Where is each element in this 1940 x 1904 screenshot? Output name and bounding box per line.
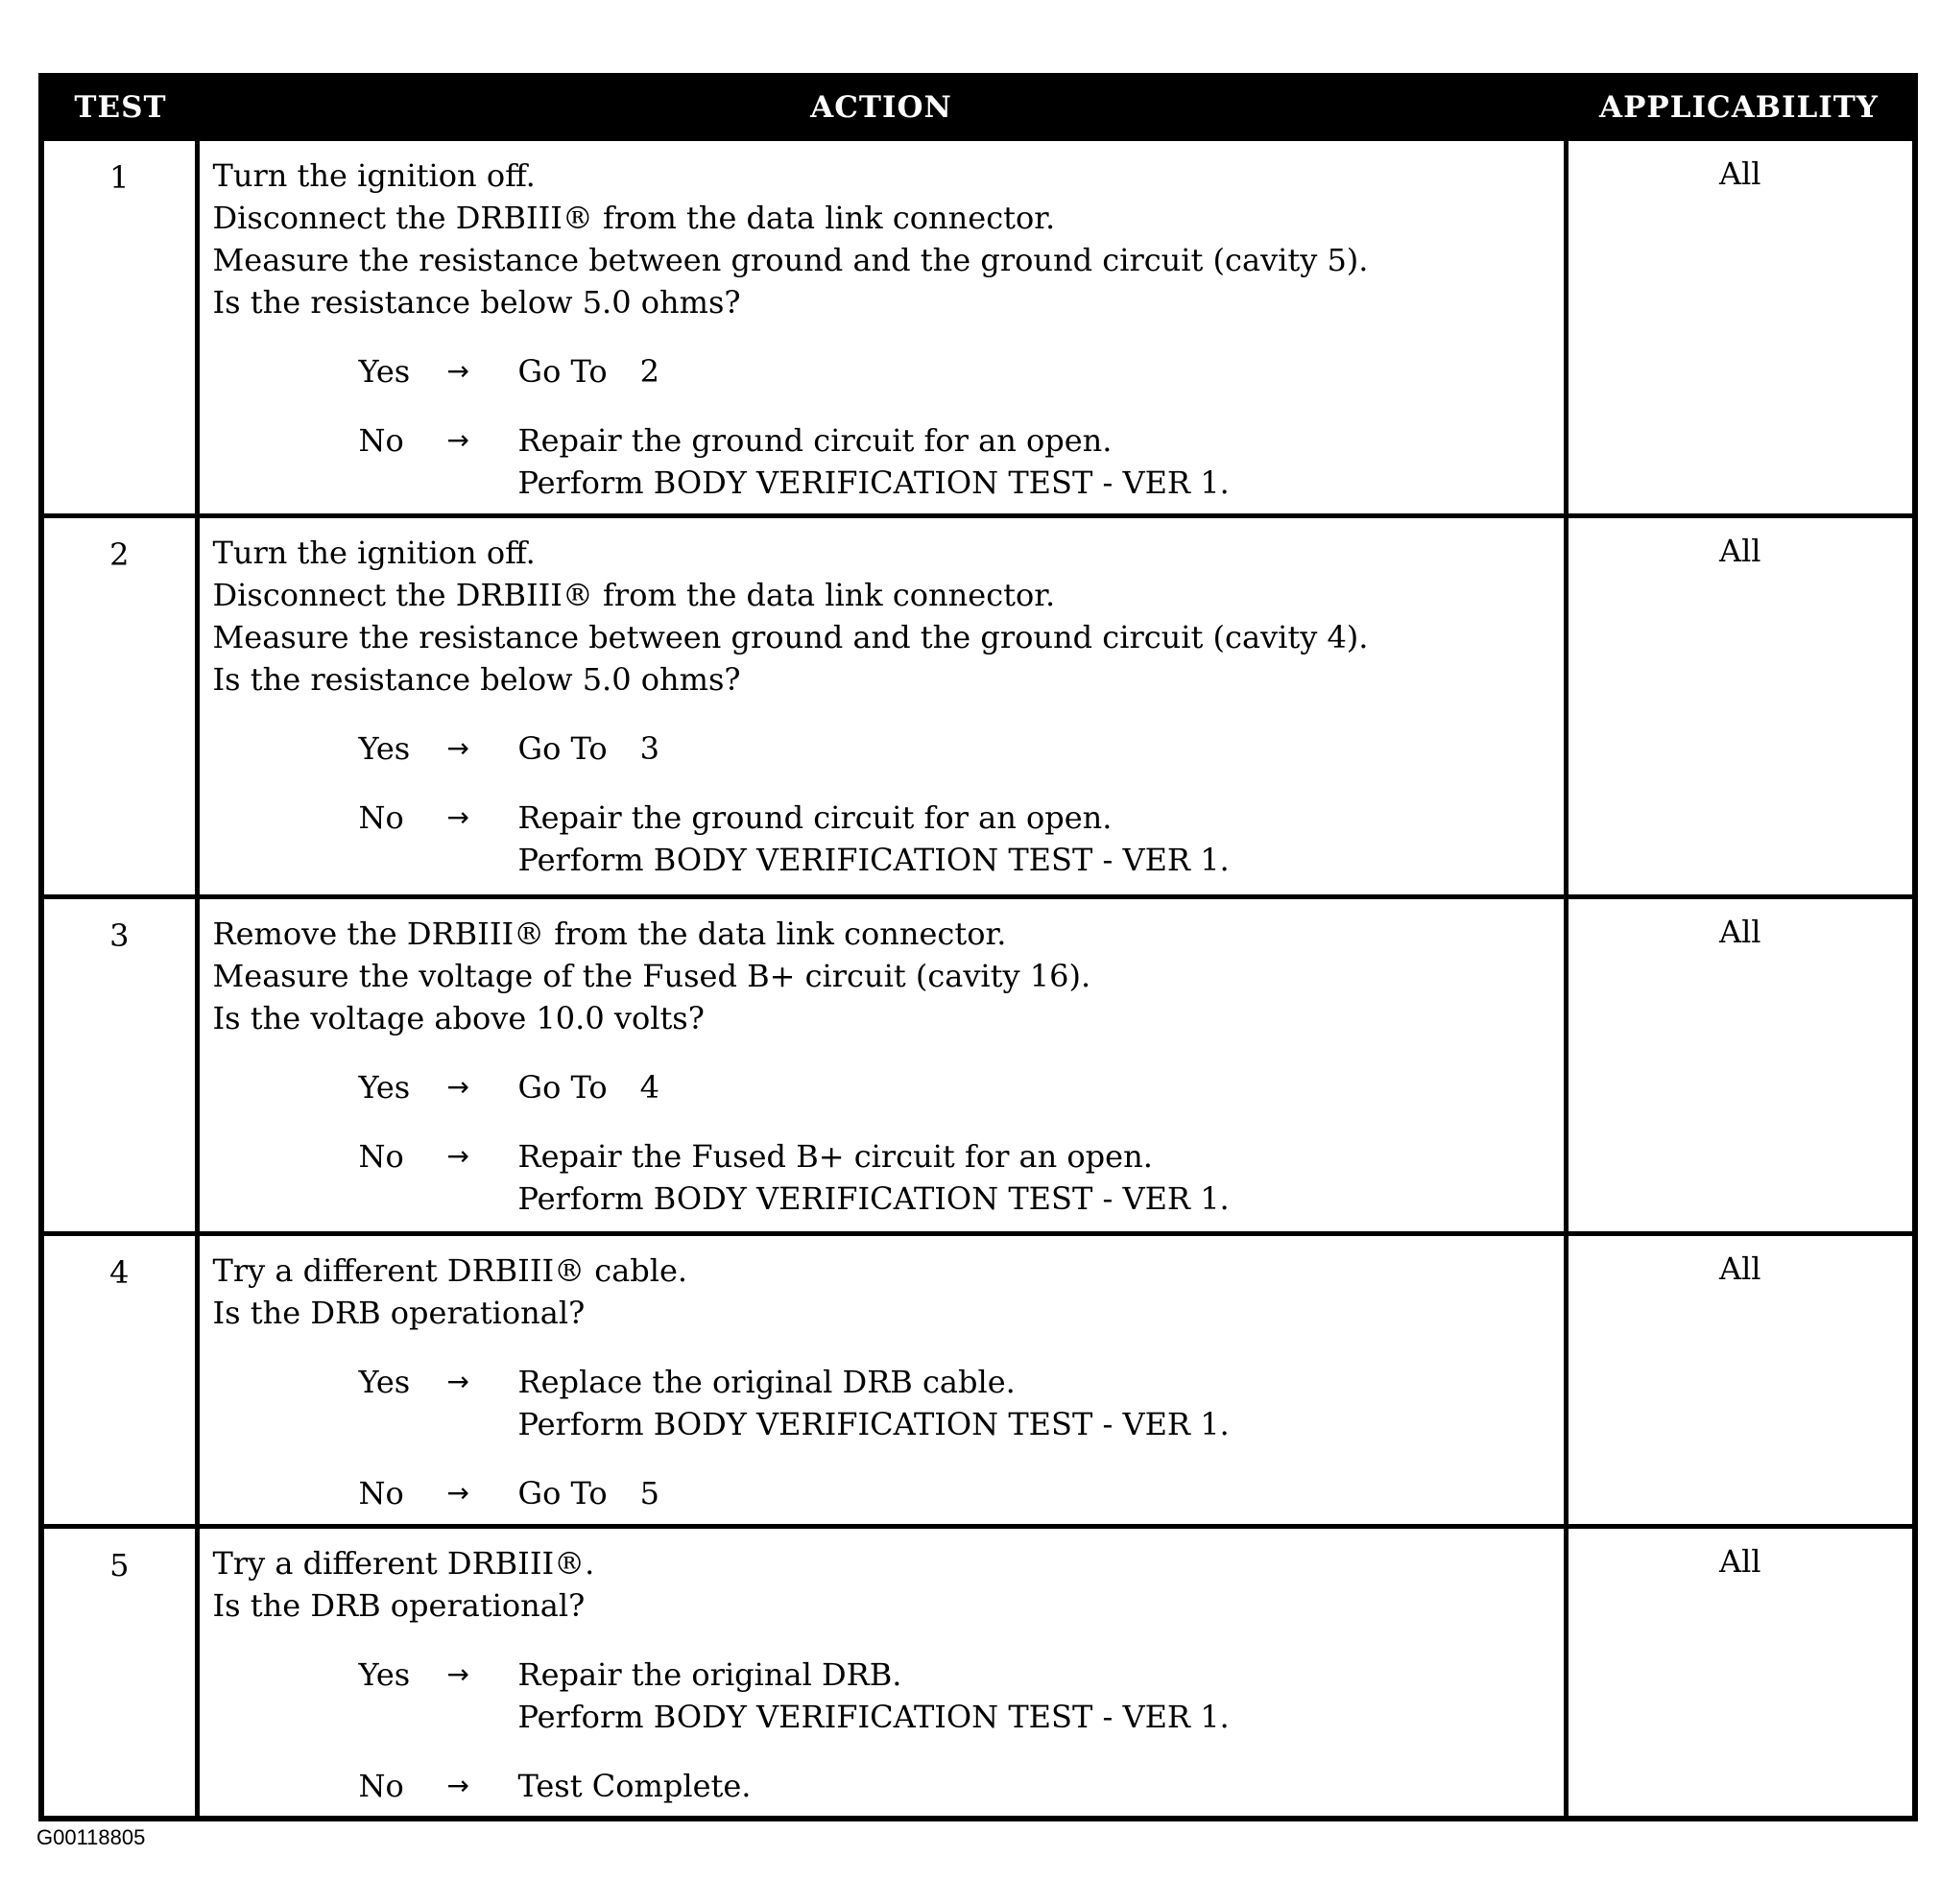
yes-outcome — [213, 1654, 1552, 1738]
yes-result-line — [518, 1654, 1552, 1696]
yes-result-followup: Perform BODY VERIFICATION TEST - VER 1. — [517, 1406, 1230, 1442]
action-cell — [197, 139, 1566, 516]
arrow-icon: → — [446, 1366, 469, 1397]
yes-result-text: Replace the original DRB cable. — [517, 1364, 1016, 1400]
test-number: 2 — [41, 516, 197, 897]
action-step: Turn the ignition off. — [212, 535, 536, 571]
action-step: Disconnect the DRBIII® from the data link connector. — [212, 577, 1056, 613]
no-label: No — [358, 422, 404, 459]
yes-result-text: Go To — [517, 353, 608, 390]
yes-label: Yes — [358, 1364, 411, 1400]
no-outcome — [213, 1472, 1552, 1514]
no-result-line — [518, 1472, 1552, 1514]
arrow-icon: → — [446, 801, 469, 833]
no-result — [518, 1765, 1552, 1807]
arrow-icon: → — [446, 1658, 469, 1690]
header-applicability: APPLICABILITY — [1566, 76, 1915, 139]
no-label: No — [358, 1475, 404, 1511]
no-result-text: Test Complete. — [517, 1768, 752, 1804]
no-label: No — [358, 1138, 404, 1175]
applicability-cell: All — [1566, 1527, 1915, 1819]
test-number: 4 — [41, 1234, 197, 1527]
yes-outcome — [213, 727, 1552, 770]
no-result — [518, 1135, 1552, 1220]
action-step: Measure the voltage of the Fused B+ circuit (cavity 16). — [212, 958, 1091, 994]
yes-label: Yes — [358, 730, 411, 767]
no-result-text: Repair the ground circuit for an open. — [517, 422, 1113, 459]
yes-result — [518, 1066, 1552, 1108]
action-step: Remove the DRBIII® from the data link connector. — [212, 916, 1007, 952]
arrow-icon: → — [446, 355, 469, 387]
action-step: Is the voltage above 10.0 volts? — [212, 1000, 705, 1036]
no-result — [518, 1472, 1552, 1514]
table-body — [41, 139, 1915, 1819]
no-result-line — [518, 1135, 1552, 1178]
applicability-cell: All — [1566, 897, 1915, 1234]
arrow-icon: → — [446, 1770, 469, 1801]
yes-result-text: Repair the original DRB. — [517, 1656, 902, 1693]
action-step: Turn the ignition off. — [212, 157, 536, 194]
no-result-line — [518, 1765, 1552, 1807]
no-label: No — [358, 1768, 404, 1804]
action-cell — [197, 1527, 1566, 1819]
no-outcome — [213, 1765, 1552, 1807]
arrow-icon: → — [446, 1477, 469, 1509]
yes-outcome — [213, 1361, 1552, 1445]
action-step: Try a different DRBIII® cable. — [212, 1252, 688, 1289]
yes-outcome — [213, 1066, 1552, 1108]
no-outcome — [213, 419, 1552, 504]
yes-result-followup: Perform BODY VERIFICATION TEST - VER 1. — [517, 1699, 1230, 1735]
no-result-text: Go To — [517, 1475, 608, 1511]
yes-outcome — [213, 350, 1552, 393]
test-number: 1 — [41, 139, 197, 516]
yes-result — [518, 350, 1552, 393]
diagnostic-test-table — [38, 73, 1918, 1821]
table-row — [41, 1527, 1915, 1819]
action-step: Try a different DRBIII®. — [212, 1545, 595, 1582]
action-step: Disconnect the DRBIII® from the data link connector. — [212, 200, 1056, 236]
header-action: ACTION — [197, 76, 1566, 139]
yes-result — [518, 727, 1552, 770]
action-cell — [197, 1234, 1566, 1527]
yes-result — [518, 1361, 1552, 1445]
table-header-row — [41, 76, 1915, 139]
no-result-line — [518, 419, 1552, 462]
action-step: Is the resistance below 5.0 ohms? — [212, 284, 741, 321]
action-step: Is the resistance below 5.0 ohms? — [212, 661, 741, 698]
arrow-icon: → — [446, 732, 469, 764]
no-result-followup: Perform BODY VERIFICATION TEST - VER 1. — [517, 464, 1230, 501]
no-result-text: Repair the Fused B+ circuit for an open. — [517, 1138, 1153, 1175]
arrow-icon: → — [446, 424, 469, 456]
table-row — [41, 897, 1915, 1234]
yes-result-line — [518, 1066, 1552, 1108]
yes-result-text: Go To — [517, 1069, 608, 1106]
action-step: Measure the resistance between ground and the ground circuit (cavity 5). — [212, 242, 1369, 278]
table-row — [41, 139, 1915, 516]
figure-id: G00118805 — [36, 1825, 146, 1849]
no-result-followup: Perform BODY VERIFICATION TEST - VER 1. — [517, 1180, 1230, 1217]
no-result-text: Repair the ground circuit for an open. — [517, 799, 1113, 836]
yes-result-line — [518, 350, 1552, 393]
no-result-line — [518, 797, 1552, 839]
arrow-icon: → — [446, 1071, 469, 1103]
no-outcome — [213, 797, 1552, 881]
action-step: Is the DRB operational? — [212, 1587, 586, 1624]
applicability-cell: All — [1566, 139, 1915, 516]
yes-goto-target: 3 — [639, 730, 659, 767]
no-result — [518, 797, 1552, 881]
table-row — [41, 1234, 1915, 1527]
yes-label: Yes — [358, 1069, 411, 1106]
yes-goto-target: 4 — [639, 1069, 659, 1106]
no-outcome — [213, 1135, 1552, 1220]
header-test: TEST — [41, 76, 197, 139]
no-result-followup: Perform BODY VERIFICATION TEST - VER 1. — [517, 842, 1230, 878]
yes-label: Yes — [358, 353, 411, 390]
yes-result-line — [518, 727, 1552, 770]
test-number: 5 — [41, 1527, 197, 1819]
action-cell — [197, 897, 1566, 1234]
action-step: Is the DRB operational? — [212, 1295, 586, 1331]
no-goto-target: 5 — [639, 1475, 659, 1511]
action-cell — [197, 516, 1566, 897]
yes-result-line — [518, 1361, 1552, 1403]
applicability-cell: All — [1566, 1234, 1915, 1527]
action-step: Measure the resistance between ground and the ground circuit (cavity 4). — [212, 619, 1369, 655]
yes-result — [518, 1654, 1552, 1738]
no-label: No — [358, 799, 404, 836]
yes-goto-target: 2 — [639, 353, 659, 390]
test-number: 3 — [41, 897, 197, 1234]
table-row — [41, 516, 1915, 897]
yes-result-text: Go To — [517, 730, 608, 767]
applicability-cell: All — [1566, 516, 1915, 897]
arrow-icon: → — [446, 1140, 469, 1172]
no-result — [518, 419, 1552, 504]
yes-label: Yes — [358, 1656, 411, 1693]
